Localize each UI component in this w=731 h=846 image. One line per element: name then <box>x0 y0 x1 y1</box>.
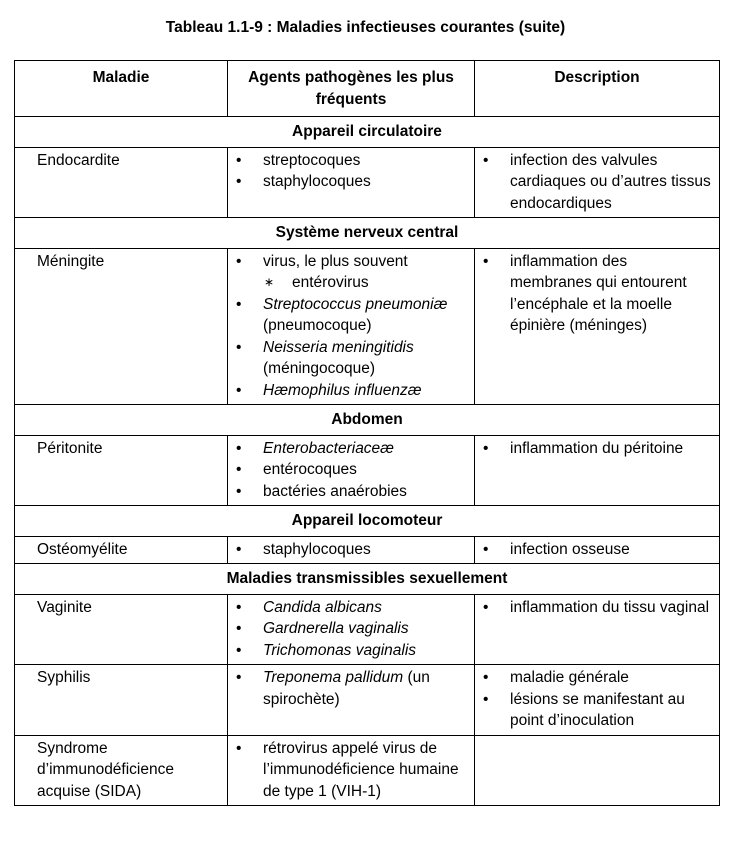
description-list <box>483 438 711 460</box>
agent-item <box>236 539 466 561</box>
description-item <box>483 438 711 460</box>
header-agents: Agents pathogènes les plus fréquents <box>228 61 475 117</box>
bullet-icon: • <box>236 620 242 637</box>
section-row <box>15 218 720 249</box>
table-row <box>15 248 720 405</box>
description-list <box>483 597 711 619</box>
agent-item <box>236 438 466 460</box>
agent-name-italic: Hæmophilus influenzæ <box>263 381 422 399</box>
agent-text: (méningocoque) <box>263 360 376 377</box>
description-item <box>483 150 711 215</box>
agent-item <box>236 597 466 619</box>
bullet-icon: • <box>236 252 242 270</box>
agent-name-italic: Neisseria meningitidis <box>263 338 414 356</box>
description-text: maladie générale <box>510 669 629 686</box>
agent-item <box>236 294 466 337</box>
agents-cell <box>228 536 475 564</box>
description-list <box>483 539 711 561</box>
disease-cell: Péritonite <box>15 435 228 506</box>
agent-item <box>236 380 466 402</box>
section-row <box>15 117 720 148</box>
description-text: infection des valvules cardiaques ou d’autres tissus endocardiques <box>510 151 711 212</box>
bullet-icon: • <box>236 540 242 558</box>
bullet-icon: • <box>483 151 489 169</box>
disease-cell: Ostéomyélite <box>15 536 228 564</box>
description-item <box>483 689 711 732</box>
agent-name-italic: Enterobacteriaceæ <box>263 439 394 457</box>
disease-cell: Méningite <box>15 248 228 405</box>
agents-cell <box>228 147 475 218</box>
description-cell <box>475 735 720 806</box>
agent-item <box>236 272 466 294</box>
agents-list <box>236 539 466 561</box>
agents-list <box>236 438 466 503</box>
bullet-icon: • <box>236 439 242 457</box>
agent-text: entérovirus <box>292 274 369 291</box>
agent-name-italic: Streptococcus pneumoniæ <box>263 295 448 313</box>
description-text: lésions se manifestant au point d’inoculation <box>510 690 685 729</box>
agent-text: (un spirochète) <box>263 669 430 708</box>
description-text: inflammation du péritoine <box>510 439 684 457</box>
bullet-icon: • <box>236 641 242 659</box>
table-row <box>15 735 720 806</box>
disease-cell: Vaginite <box>15 594 228 665</box>
section-header: Appareil locomoteur <box>15 506 720 537</box>
header-description: Description <box>475 61 720 117</box>
header-disease: Maladie <box>15 61 228 117</box>
agent-name-italic: Gardnerella vaginalis <box>263 620 409 637</box>
bullet-icon: • <box>236 151 242 169</box>
agent-item <box>236 337 466 380</box>
bullet-icon: • <box>236 381 242 399</box>
section-header: Système nerveux central <box>15 218 720 249</box>
description-cell <box>475 147 720 218</box>
agent-item <box>236 459 466 481</box>
disease-cell: Syndrome d’immunodéficience acquise (SIDA) <box>15 735 228 806</box>
agents-cell <box>228 594 475 665</box>
bullet-icon: • <box>483 598 489 616</box>
header-row <box>15 61 720 117</box>
table-row <box>15 665 720 736</box>
agent-item <box>236 251 466 273</box>
section-row <box>15 564 720 595</box>
description-item <box>483 597 711 619</box>
agent-text: virus, le plus souvent <box>263 252 408 270</box>
table-row <box>15 435 720 506</box>
agent-item <box>236 481 466 503</box>
agent-text: staphylocoques <box>263 540 371 558</box>
agents-list <box>236 738 466 803</box>
table-body <box>15 117 720 806</box>
agent-name-italic: Treponema pallidum <box>263 669 404 686</box>
section-row <box>15 405 720 436</box>
agent-item <box>236 738 466 803</box>
agent-item <box>236 150 466 172</box>
table-row <box>15 536 720 564</box>
bullet-icon: • <box>236 295 242 313</box>
agents-cell <box>228 665 475 736</box>
table-row <box>15 147 720 218</box>
agents-list <box>236 597 466 662</box>
agents-cell <box>228 248 475 405</box>
description-text: inflammation des membranes qui entourent l’encéphale et la moelle épinière (méninges) <box>510 252 687 334</box>
agent-item <box>236 640 466 662</box>
bullet-icon: • <box>236 482 242 500</box>
description-cell <box>475 594 720 665</box>
agent-text: rétrovirus appelé virus de l’immunodéficience humaine de type 1 (VIH-1) <box>263 739 459 800</box>
diseases-table <box>14 60 720 806</box>
table-row <box>15 594 720 665</box>
agents-list <box>236 251 466 402</box>
description-cell <box>475 536 720 564</box>
agent-item <box>236 171 466 193</box>
description-item <box>483 539 711 561</box>
bullet-icon: • <box>483 669 489 686</box>
agents-list <box>236 150 466 193</box>
agent-text: streptocoques <box>263 151 361 169</box>
bullet-icon: • <box>483 690 489 708</box>
description-list <box>483 251 711 337</box>
agents-list <box>236 667 466 710</box>
sub-bullet-icon: ∗ <box>264 275 275 289</box>
description-list <box>483 150 711 215</box>
bullet-icon: • <box>236 739 242 757</box>
section-header: Abdomen <box>15 405 720 436</box>
description-item <box>483 667 711 689</box>
agents-cell <box>228 735 475 806</box>
disease-cell: Syphilis <box>15 665 228 736</box>
description-cell <box>475 248 720 405</box>
description-item <box>483 251 711 337</box>
bullet-icon: • <box>483 439 489 457</box>
description-cell <box>475 435 720 506</box>
description-cell <box>475 665 720 736</box>
bullet-icon: • <box>236 173 242 190</box>
agent-text: entérocoques <box>263 461 357 478</box>
agent-text: (pneumocoque) <box>263 317 372 334</box>
section-header: Appareil circulatoire <box>15 117 720 148</box>
agent-name-italic: Trichomonas vaginalis <box>263 641 417 659</box>
table-title: Tableau 1.1-9 : Maladies infectieuses courantes (suite) <box>165 19 566 36</box>
agent-text: bactéries anaérobies <box>263 482 407 500</box>
disease-cell: Endocardite <box>15 147 228 218</box>
bullet-icon: • <box>236 338 242 356</box>
description-text: inflammation du tissu vaginal <box>510 598 710 616</box>
agents-cell <box>228 435 475 506</box>
section-header: Maladies transmissibles sexuellement <box>15 564 720 595</box>
bullet-icon: • <box>236 461 242 478</box>
description-text: infection osseuse <box>510 540 630 558</box>
agent-item <box>236 618 466 640</box>
bullet-icon: • <box>236 669 242 686</box>
description-list <box>483 667 711 732</box>
agent-text: staphylocoques <box>263 173 371 190</box>
agent-name-italic: Candida albicans <box>263 598 382 616</box>
bullet-icon: • <box>483 252 489 270</box>
agent-item <box>236 667 466 710</box>
section-row <box>15 506 720 537</box>
bullet-icon: • <box>236 598 242 616</box>
bullet-icon: • <box>483 540 489 558</box>
